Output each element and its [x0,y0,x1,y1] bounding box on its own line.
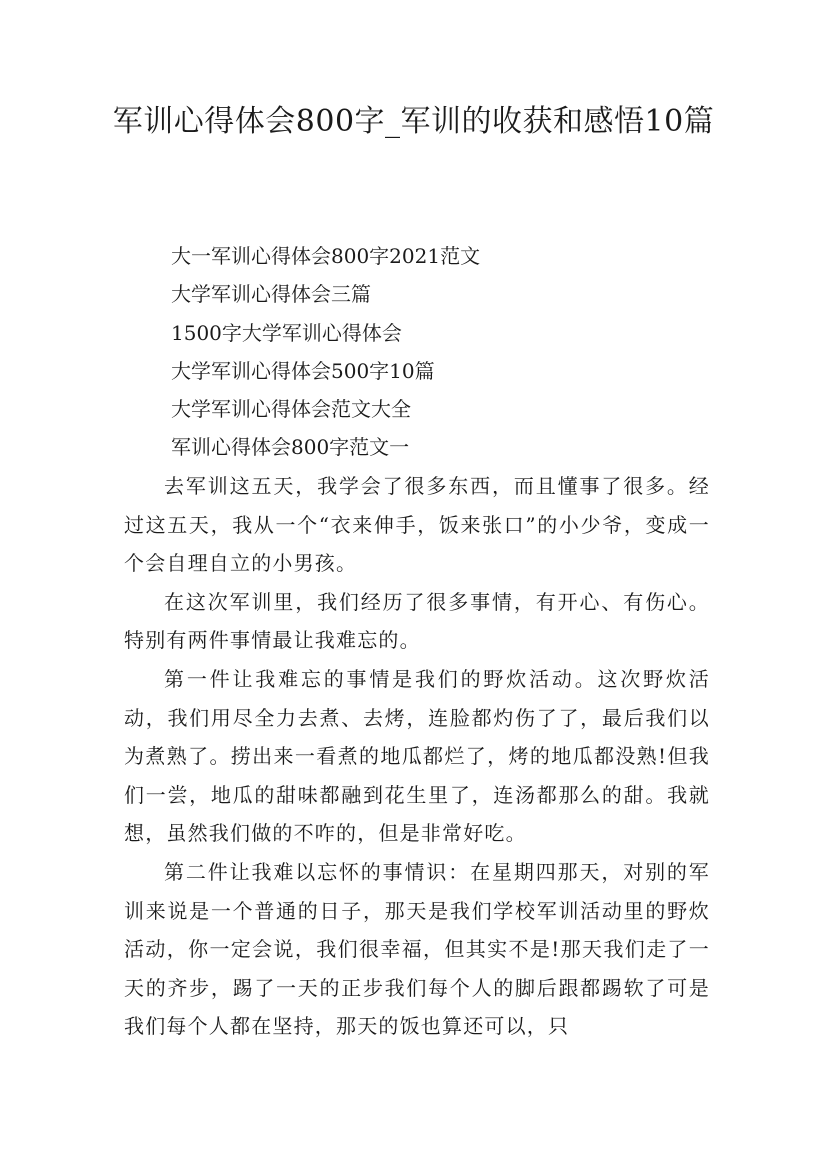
toc-item: 军训心得体会800字范文一 [171,435,410,460]
body-paragraph: 第一件让我难忘的事情是我们的野炊活动。这次野炊活动，我们用尽全力去煮、去烤，连脸都灼伤了了，最后我们以为煮熟了。捞出来一看煮的地瓜都烂了，烤的地瓜都没熟!但我们一尝，地瓜的甜味都融到花生里了，连汤都那么的甜。我就想，虽然我们做的不咋的，但是非常好吃。 [124,666,710,846]
toc-item: 大一军训心得体会800字2021范文 [171,244,481,268]
toc-item: 大学军训心得体会三篇 [171,282,371,307]
toc-item: 1500字大学军训心得体会 [171,320,402,345]
document-body [124,467,710,1046]
body-paragraph: 去军训这五天，我学会了很多东西，而且懂事了很多。经过这五天，我从一个“衣来伸手，饭来张口”的小少爷，变成一个会自理自立的小男孩。 [124,474,710,576]
toc-item: 大学军训心得体会范文大全 [171,397,411,422]
toc-item: 大学军训心得体会500字10篇 [171,358,435,383]
body-paragraph: 在这次军训里，我们经历了很多事情，有开心、有伤心。特别有两件事情最让我难忘的。 [124,589,710,653]
document-title: 军训心得体会800字_军训的收获和感悟10篇 [112,104,715,139]
table-of-contents [171,237,711,467]
body-paragraph: 第二件让我难以忘怀的事情识：在星期四那天，对别的军训来说是一个普通的日子，那天是我们学校军训活动里的野炊活动，你一定会说，我们很幸福，但其实不是!那天我们走了一天的齐步，踢了一天的正步我们每个人的脚后跟都踢软了可是我们每个人都在坚持，那天的饭也算还可以，只 [124,859,710,1039]
